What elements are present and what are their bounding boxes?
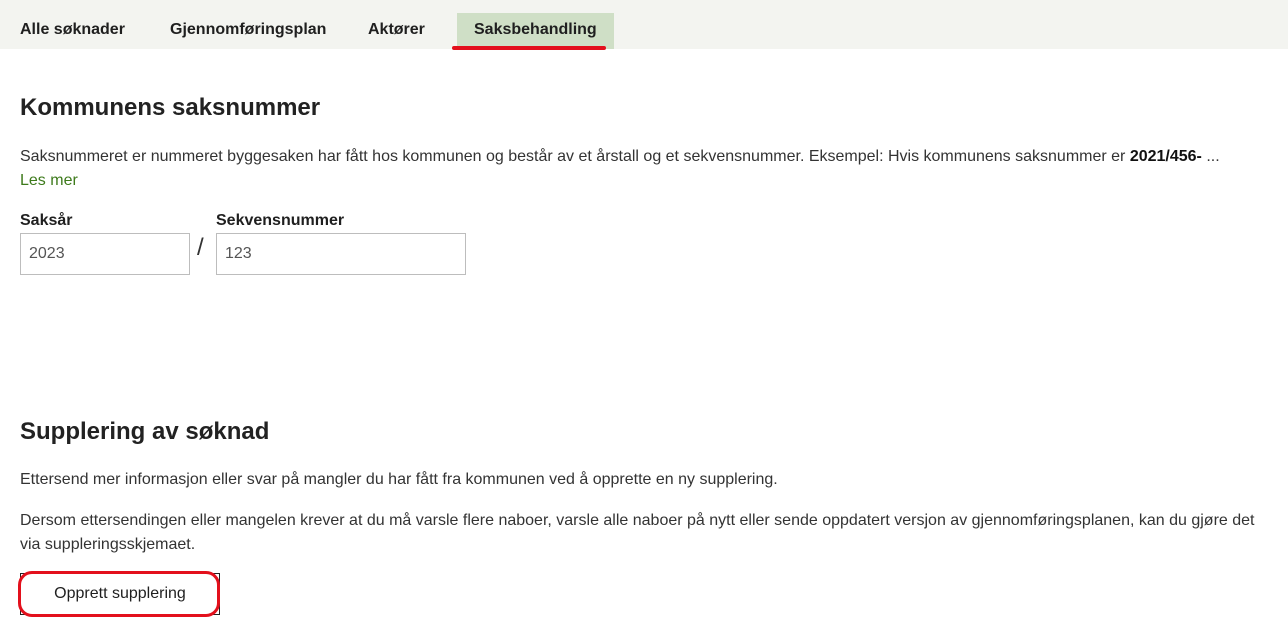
case-year-input[interactable] bbox=[20, 233, 190, 275]
case-number-description bbox=[20, 145, 1270, 169]
read-more-link[interactable]: Les mer bbox=[20, 172, 78, 189]
create-supplement-button[interactable]: Opprett supplering bbox=[20, 573, 220, 615]
description-text: Saksnummeret er nummeret byggesaken har fått hos kommunen og består av et årstall og et sekvensnummer. Eksempel: Hvis kommunens saksnummer er bbox=[20, 148, 1130, 165]
sequence-number-label: Sekvensnummer bbox=[216, 212, 345, 229]
example-case-number: 2021/456- bbox=[1129, 148, 1202, 165]
active-tab-highlight bbox=[452, 46, 606, 50]
tab-actors[interactable]: Aktører bbox=[368, 21, 425, 38]
description-ellipsis: ... bbox=[1201, 148, 1220, 165]
case-year-label: Saksår bbox=[20, 212, 73, 229]
tab-case-processing[interactable]: Saksbehandling bbox=[457, 13, 614, 49]
case-number-heading: Kommunens saksnummer bbox=[20, 94, 321, 121]
tab-implementation-plan[interactable]: Gjennomføringsplan bbox=[170, 21, 327, 38]
supplement-paragraph-2: Dersom ettersendingen eller mangelen krever at du må varsle flere naboer, varsle alle naboer på nytt eller sende oppdatert versjon av gjennomføringsplanen, kan du gjøre det via suppleringsskjemaet. bbox=[20, 512, 1255, 553]
tab-bar bbox=[0, 0, 1288, 49]
tab-all-applications[interactable]: Alle søknader bbox=[20, 21, 125, 38]
supplement-heading: Supplering av søknad bbox=[20, 418, 270, 445]
separator-slash: / bbox=[197, 234, 204, 261]
sequence-number-input[interactable] bbox=[216, 233, 466, 275]
supplement-paragraph-1: Ettersend mer informasjon eller svar på mangler du har fått fra kommunen ved å opprette en ny supplering. bbox=[20, 471, 778, 488]
